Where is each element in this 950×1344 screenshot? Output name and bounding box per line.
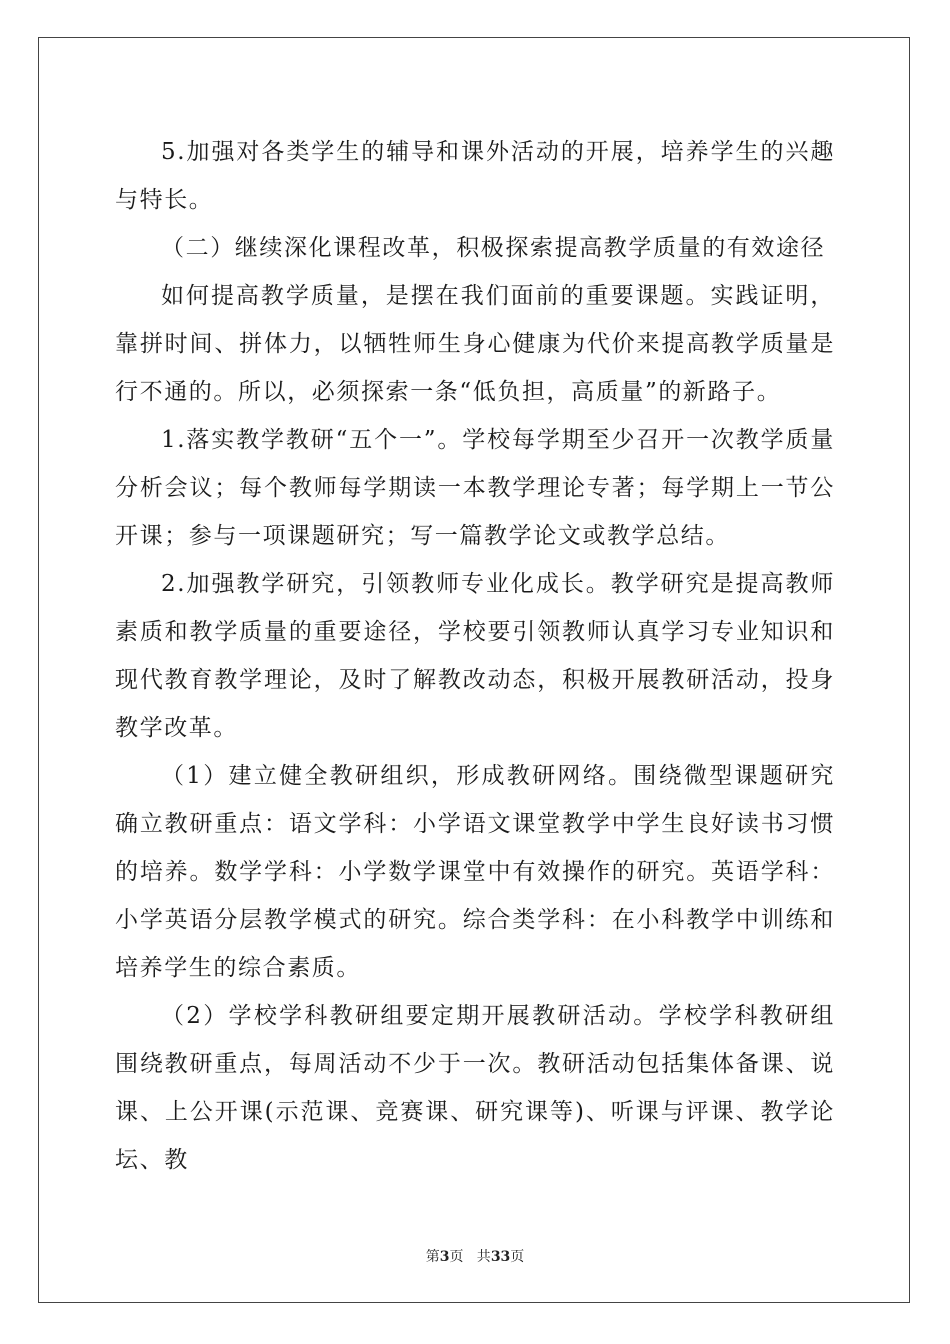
paragraph-item-5: 5.加强对各类学生的辅导和课外活动的开展，培养学生的兴趣与特长。 bbox=[115, 139, 835, 213]
section-heading-2: （二）继续深化课程改革，积极探索提高教学质量的有效途径 bbox=[161, 235, 826, 261]
document-body bbox=[115, 128, 835, 1184]
paragraph-item-1: 1.落实教学教研“五个一”。学校每学期至少召开一次教学质量分析会议；每个教师每学期读一本教学理论专著；每学期上一节公开课；参与一项课题研究；写一篇教学论文或教学总结。 bbox=[115, 427, 835, 549]
paragraph-item-2: 2.加强教学研究，引领教师专业化成长。教学研究是提高教师素质和教学质量的重要途径，学校要引领教师认真学习专业知识和现代教育教学理论，及时了解教改动态，积极开展教研活动，投身教学改革。 bbox=[115, 571, 835, 741]
paragraph-subitem-1: （1）建立健全教研组织，形成教研网络。围绕微型课题研究确立教研重点：语文学科：小学语文课堂教学中学生良好读书习惯的培养。数学学科：小学数学课堂中有效操作的研究。英语学科：小学英语分层教学模式的研究。综合类学科：在小科教学中训练和培养学生的综合素质。 bbox=[115, 763, 835, 981]
footer-middle: 页 共 bbox=[449, 1249, 491, 1265]
footer-suffix: 页 bbox=[510, 1249, 525, 1265]
footer-prefix: 第 bbox=[425, 1249, 440, 1265]
paragraph-intro: 如何提高教学质量，是摆在我们面前的重要课题。实践证明，靠拼时间、拼体力，以牺牲师生身心健康为代价来提高教学质量是行不通的。所以，必须探索一条“低负担，高质量”的新路子。 bbox=[115, 283, 835, 405]
page-footer bbox=[0, 1246, 950, 1266]
current-page-number: 3 bbox=[439, 1249, 450, 1265]
paragraph-subitem-2: （2）学校学科教研组要定期开展教研活动。学校学科教研组围绕教研重点，每周活动不少于一次。教研活动包括集体备课、说课、上公开课(示范课、竞赛课、研究课等)、听课与评课、教学论坛、教 bbox=[115, 1003, 835, 1173]
total-pages-number: 33 bbox=[490, 1249, 511, 1265]
